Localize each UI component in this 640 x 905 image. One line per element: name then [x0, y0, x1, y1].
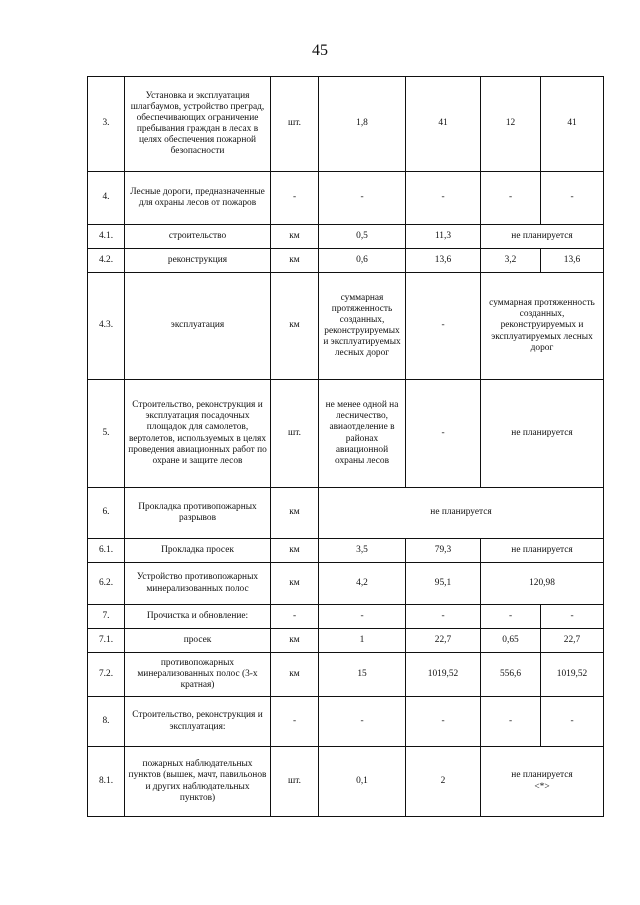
unit-cell: шт. [271, 747, 319, 817]
value-cell: - [541, 697, 604, 747]
merged-value-cell: не планируется <*> [481, 747, 604, 817]
value-cell: 556,6 [481, 653, 541, 697]
measure-name: строительство [125, 225, 271, 249]
value-cell: 3,2 [481, 249, 541, 273]
value-cell: 1019,52 [406, 653, 481, 697]
value-cell: - [541, 605, 604, 629]
value-cell: - [319, 172, 406, 225]
value-cell: 1 [319, 629, 406, 653]
value-cell: 0,1 [319, 747, 406, 817]
unit-cell: км [271, 488, 319, 539]
value-cell: - [406, 380, 481, 488]
value-cell: 0,6 [319, 249, 406, 273]
merged-value-cell: суммарная протяженность созданных, реконструируемых и эксплуатируемых лесных дорог [481, 273, 604, 380]
row-number: 5. [88, 380, 125, 488]
value-cell: - [481, 172, 541, 225]
row-number: 7.2. [88, 653, 125, 697]
value-cell: - [319, 697, 406, 747]
table-row [88, 77, 604, 172]
unit-cell: - [271, 697, 319, 747]
table-row [88, 380, 604, 488]
row-number: 6.1. [88, 539, 125, 563]
measure-name: Строительство, реконструкция и эксплуатация посадочных площадок для самолетов, вертолетов, используемых в целях проведения авиационных работ по охране и защите лесов [125, 380, 271, 488]
value-cell: 2 [406, 747, 481, 817]
measure-name: Прочистка и обновление: [125, 605, 271, 629]
measure-name: Прокладка противопожарных разрывов [125, 488, 271, 539]
table-row [88, 563, 604, 605]
value-cell: - [481, 697, 541, 747]
table-row [88, 629, 604, 653]
measure-name: Устройство противопожарных минерализованных полос [125, 563, 271, 605]
value-cell: 22,7 [406, 629, 481, 653]
table-row [88, 273, 604, 380]
value-cell: 79,3 [406, 539, 481, 563]
measure-name: Установка и эксплуатация шлагбаумов, устройство преград, обеспечивающих ограничение пребывания граждан в лесах в целях обеспечения пожарной безопасности [125, 77, 271, 172]
unit-cell: км [271, 539, 319, 563]
row-number: 4. [88, 172, 125, 225]
value-cell: не менее одной на лесничество, авиаотделение в районах авиационной охраны лесов [319, 380, 406, 488]
unit-cell: шт. [271, 380, 319, 488]
row-number: 6.2. [88, 563, 125, 605]
measure-name: Прокладка просек [125, 539, 271, 563]
table-row [88, 225, 604, 249]
row-number: 8. [88, 697, 125, 747]
forest-fire-measures-table [87, 76, 604, 817]
measure-name: Лесные дороги, предназначенные для охраны лесов от пожаров [125, 172, 271, 225]
table-row [88, 249, 604, 273]
value-cell: - [541, 172, 604, 225]
merged-value-cell: не планируется [481, 539, 604, 563]
value-cell: 0,5 [319, 225, 406, 249]
row-number: 3. [88, 77, 125, 172]
value-cell: 4,2 [319, 563, 406, 605]
table-row [88, 488, 604, 539]
unit-cell: км [271, 629, 319, 653]
value-cell: 12 [481, 77, 541, 172]
value-cell: 15 [319, 653, 406, 697]
value-cell: 0,65 [481, 629, 541, 653]
value-cell: 13,6 [541, 249, 604, 273]
row-number: 4.3. [88, 273, 125, 380]
unit-cell: шт. [271, 77, 319, 172]
value-cell: 11,3 [406, 225, 481, 249]
value-cell: - [319, 605, 406, 629]
value-cell: 22,7 [541, 629, 604, 653]
unit-cell: км [271, 225, 319, 249]
row-number: 7. [88, 605, 125, 629]
value-cell: 3,5 [319, 539, 406, 563]
value-cell: 41 [541, 77, 604, 172]
row-number: 8.1. [88, 747, 125, 817]
measure-name: Строительство, реконструкция и эксплуатация: [125, 697, 271, 747]
merged-value-cell: не планируется [481, 380, 604, 488]
value-cell: - [406, 273, 481, 380]
unit-cell: км [271, 653, 319, 697]
table-row [88, 653, 604, 697]
value-cell: 95,1 [406, 563, 481, 605]
table-row [88, 605, 604, 629]
unit-cell: - [271, 172, 319, 225]
value-cell: - [406, 697, 481, 747]
merged-value-cell: 120,98 [481, 563, 604, 605]
table-row [88, 697, 604, 747]
measure-name: пожарных наблюдательных пунктов (вышек, мачт, павильонов и других наблюдательных пунктов) [125, 747, 271, 817]
row-number: 4.2. [88, 249, 125, 273]
measure-name: просек [125, 629, 271, 653]
row-number: 7.1. [88, 629, 125, 653]
value-cell: суммарная протяженность созданных, реконструируемых и эксплуатируемых лесных дорог [319, 273, 406, 380]
unit-cell: км [271, 563, 319, 605]
table-row [88, 172, 604, 225]
value-cell: 1,8 [319, 77, 406, 172]
unit-cell: - [271, 605, 319, 629]
value-cell: - [406, 605, 481, 629]
page-number: 45 [312, 42, 328, 59]
row-number: 4.1. [88, 225, 125, 249]
value-cell: 1019,52 [541, 653, 604, 697]
value-cell: 13,6 [406, 249, 481, 273]
table-row [88, 539, 604, 563]
measure-name: реконструкция [125, 249, 271, 273]
unit-cell: км [271, 249, 319, 273]
unit-cell: км [271, 273, 319, 380]
value-cell: - [406, 172, 481, 225]
table-row [88, 747, 604, 817]
row-number: 6. [88, 488, 125, 539]
merged-value-cell: не планируется [319, 488, 604, 539]
measure-name: эксплуатация [125, 273, 271, 380]
merged-value-cell: не планируется [481, 225, 604, 249]
value-cell: - [481, 605, 541, 629]
value-cell: 41 [406, 77, 481, 172]
measure-name: противопожарных минерализованных полос (3-х кратная) [125, 653, 271, 697]
